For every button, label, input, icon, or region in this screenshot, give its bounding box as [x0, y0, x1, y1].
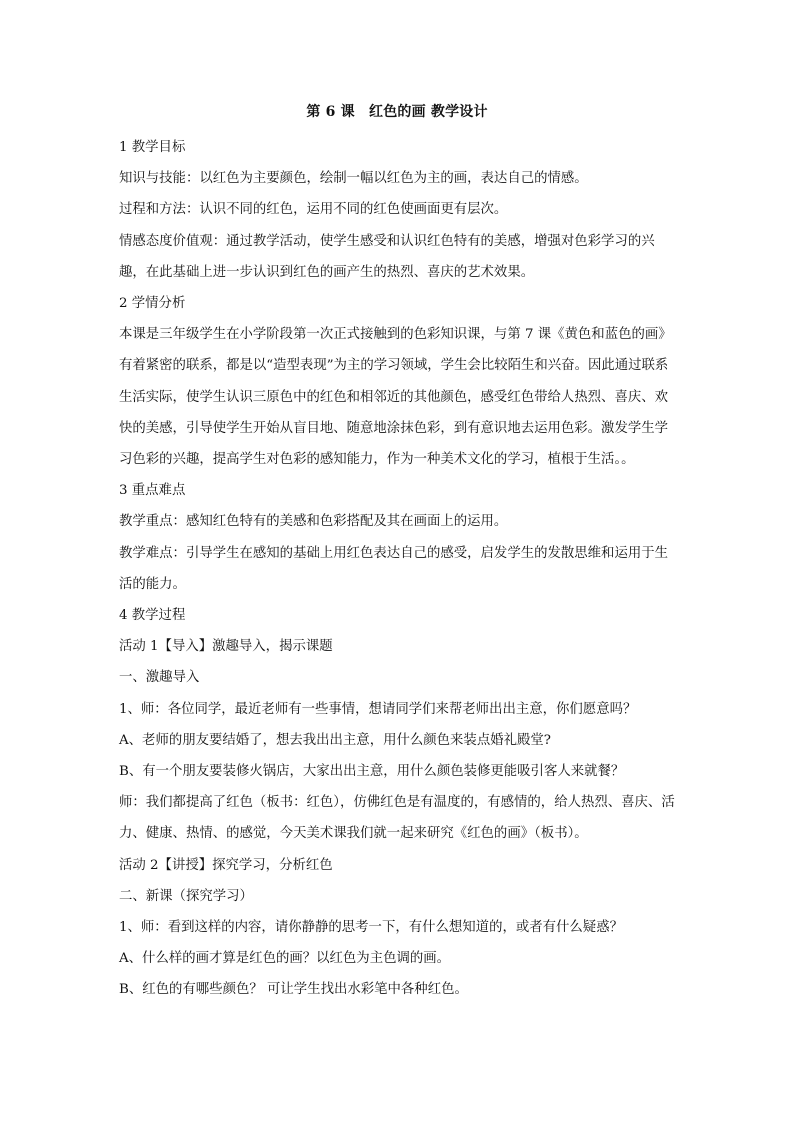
paragraph-process-method: 过程和方法：认识不同的红色，运用不同的红色使画面更有层次。: [119, 202, 508, 218]
paragraph-emotion-values: 情感态度价值观：通过教学活动，使学生感受和认识红色特有的美感，增强对色彩学习的兴趣，在此基础上进一步认识到红色的画产生的热烈、喜庆的艺术效果。: [119, 233, 655, 280]
paragraph-teaching-focus: 教学重点：感知红色特有的美感和色彩搭配及其在画面上的运用。: [119, 514, 508, 530]
section-heading-teaching-goals: 1 教学目标: [119, 140, 186, 155]
section-heading-teaching-process: 4 教学过程: [119, 608, 186, 624]
paragraph-item-b-hotpot: B、有一个朋友要装修火锅店，大家出出主意，用什么颜色装修更能吸引客人来就餐？: [119, 764, 625, 780]
paragraph-knowledge-skills: 知识与技能：以红色为主要颜色，绘制一幅以红色为主的画，表达自己的情感。: [119, 171, 588, 187]
document-title: 第 6 课 红色的画 教学设计: [306, 104, 488, 120]
paragraph-item-b-red-colors: B、红色的有哪些颜色？ 可让学生找出水彩笔中各种红色。: [119, 982, 468, 998]
activity-2-heading: 活动 2【讲授】探究学习，分析红色: [119, 857, 333, 873]
subheading-intro: 一、激趣导入: [119, 670, 200, 686]
paragraph-teacher-question-2: 1、师：看到这样的内容，请你静静的思考一下，有什么想知道的，或者有什么疑惑？: [119, 920, 623, 936]
paragraph-item-a-red-painting: A、什么样的画才算是红色的画？以红色为主色调的画。: [119, 951, 451, 967]
paragraph-teaching-difficulty: 教学难点：引导学生在感知的基础上用红色表达自己的感受，启发学生的发散思维和运用于生活的能力。: [119, 545, 669, 592]
paragraph-teacher-question-1: 1、师：各位同学，最近老师有一些事情，想请同学们来帮老师出出主意，你们愿意吗？: [119, 701, 637, 717]
paragraph-teacher-summary: 师：我们都提高了红色（板书：红色），仿佛红色是有温度的，有感情的，给人热烈、喜庆、活力、健康、热情、的感觉，今天美术课我们就一起来研究《红色的画》（板书）。: [119, 795, 675, 842]
activity-1-heading: 活动 1【导入】激趣导入，揭示课题: [119, 639, 333, 655]
paragraph-item-a-wedding: A、老师的朋友要结婚了，想去我出出主意，用什么颜色来装点婚礼殿堂?: [119, 732, 551, 748]
paragraph-learner-analysis: 本课是三年级学生在小学阶段第一次正式接触到的色彩知识课，与第 7 课《黄色和蓝色的画》有着紧密的联系，都是以“造型表现”为主的学习领域，学生会比较陌生和兴奋。因此通过联系生活实际，使学生认识三原色中的红色和相邻近的其他颜色，感受红色带给人热烈、喜庆、欢快的美感，引导使学生开始从盲目地、随意地涂抹色彩，到有意识地去运用色彩。激发学生学习色彩的兴趣，提高学生对色彩的感知能力，作为一种美术文化的学习，植根于生活。。: [119, 327, 672, 468]
section-heading-key-points: 3 重点难点: [119, 483, 186, 499]
document-body: [119, 132, 679, 1006]
subheading-new-lesson: 二、新课（探究学习）: [119, 888, 253, 904]
section-heading-learner-analysis: 2 学情分析: [119, 296, 186, 312]
